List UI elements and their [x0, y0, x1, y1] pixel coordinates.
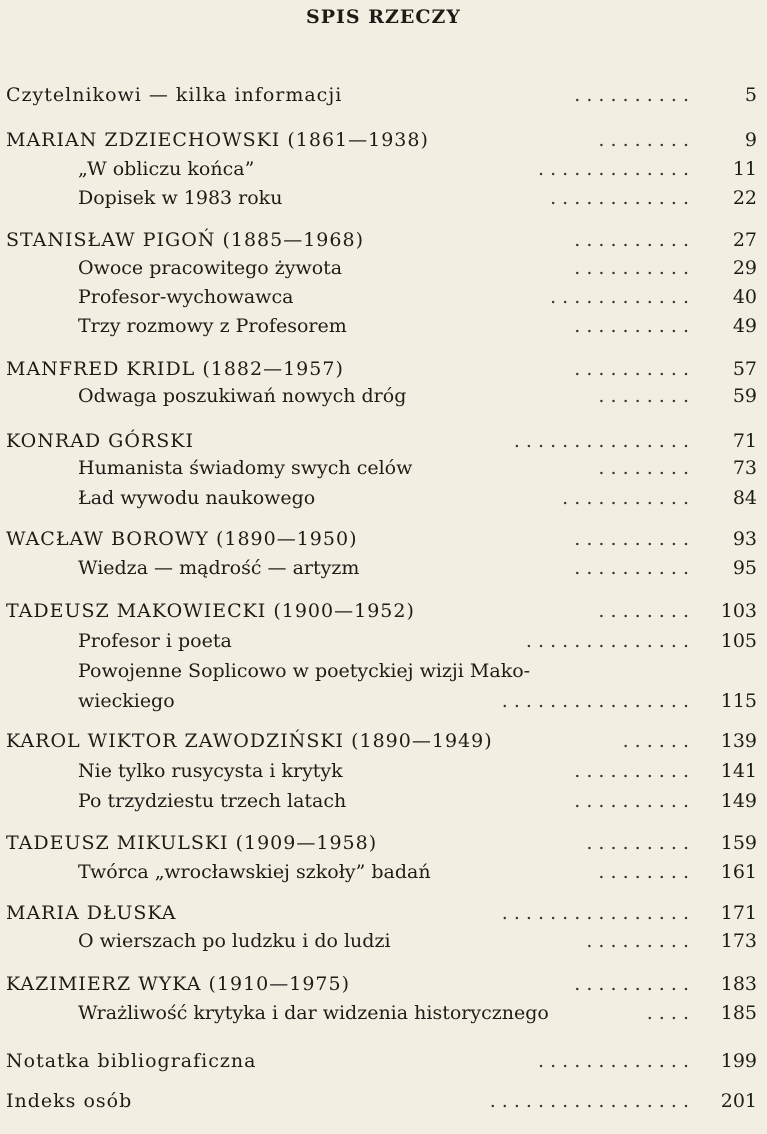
toc-entry	[0, 80, 767, 110]
toc-entry-page: 171	[720, 902, 757, 924]
toc-entry-page: 11	[732, 158, 757, 180]
leader-dots: . . . . . . . . . . . . .	[538, 1050, 689, 1072]
toc-entry-title: O wierszach po ludzku i do ludzi	[78, 930, 391, 952]
toc-entry-title: Owoce pracowitego żywota	[78, 257, 343, 279]
toc-entry-title: wieckiego	[78, 690, 175, 712]
leader-dots: . . . . . . . . . . . .	[550, 286, 689, 308]
leader-dots: . . . . . . . . . . . . . . . .	[501, 690, 689, 712]
toc-entry-page: 141	[720, 760, 757, 782]
leader-dots: . . . . . . . . . .	[574, 790, 689, 812]
toc-entry-page: 71	[732, 430, 757, 452]
toc-entry	[0, 828, 767, 858]
toc-entry-title: Profesor i poeta	[78, 630, 232, 652]
toc-entry-title: TADEUSZ MIKULSKI (1909—1958)	[6, 832, 378, 854]
toc-entry-page: 149	[720, 790, 757, 812]
leader-dots: . . . . . . . .	[598, 861, 689, 883]
toc-entry-page: 105	[720, 630, 757, 652]
leader-dots: . . . . . . . . . .	[574, 358, 689, 380]
toc-entry-page: 139	[720, 730, 757, 752]
toc-entry-page: 27	[732, 229, 757, 251]
toc-entry	[0, 1046, 767, 1076]
toc-entry-title: WACŁAW BOROWY (1890—1950)	[6, 528, 358, 550]
toc-entry-page: 199	[720, 1050, 757, 1072]
toc-entry-title: Wrażliwość krytyka i dar widzenia historycznego	[78, 1002, 549, 1024]
leader-dots: . . . . . . . . .	[586, 930, 689, 952]
leader-dots: . . . . . . . . . . . . . . . . .	[489, 1090, 689, 1112]
toc-entry-page: 73	[732, 457, 757, 479]
toc-entry-title: KAZIMIERZ WYKA (1910—1975)	[6, 973, 351, 995]
toc-entry-page: 161	[720, 861, 757, 883]
toc-entry	[0, 656, 767, 686]
page-title: SPIS RZECZY	[306, 6, 461, 28]
leader-dots: . . . .	[646, 1002, 689, 1024]
leader-dots: . . . . . . . . . . . .	[550, 187, 689, 209]
toc-entry-title: MARIAN ZDZIECHOWSKI (1861—1938)	[6, 129, 429, 151]
toc-entry-title: Odwaga poszukiwań nowych dróg	[78, 385, 407, 407]
toc-entry	[0, 354, 767, 384]
toc-entry-page: 185	[720, 1002, 757, 1024]
toc-entry	[0, 756, 767, 786]
leader-dots: . . . . . . . . . . . . . . . .	[501, 902, 689, 924]
toc-entry	[0, 596, 767, 626]
toc-entry-page: 59	[732, 385, 757, 407]
toc-entry-title: TADEUSZ MAKOWIECKI (1900—1952)	[6, 600, 415, 622]
toc-entry-page: 40	[732, 286, 757, 308]
toc-entry-title: KONRAD GÓRSKI	[6, 430, 194, 452]
toc-entry	[0, 453, 767, 483]
toc-entry	[0, 282, 767, 312]
toc-entry	[0, 426, 767, 456]
leader-dots: . . . . . . . .	[598, 457, 689, 479]
toc-entry	[0, 998, 767, 1028]
toc-entry-page: 22	[732, 187, 757, 209]
toc-entry	[0, 626, 767, 656]
toc-entry-page: 49	[732, 315, 757, 337]
toc-entry-title: Humanista świadomy swych celów	[78, 457, 413, 479]
toc-entry-page: 9	[744, 129, 757, 151]
toc-entry-page: 5	[744, 84, 757, 106]
leader-dots: . . . . . . . . . . . . . .	[525, 630, 689, 652]
leader-dots: . . . . . . . . . .	[574, 257, 689, 279]
leader-dots: . . . . . . . . . .	[574, 973, 689, 995]
leader-dots: . . . . . . . . . .	[574, 315, 689, 337]
leader-dots: . . . . . . . . . .	[574, 229, 689, 251]
toc-entry	[0, 926, 767, 956]
toc-entry	[0, 125, 767, 155]
leader-dots: . . . . . . . . .	[586, 832, 689, 854]
toc-entry	[0, 726, 767, 756]
toc-entry-title: „W obliczu końca”	[78, 158, 255, 180]
leader-dots: . . . . . . . . . . . . .	[538, 158, 689, 180]
toc-entry-title: Po trzydziestu trzech latach	[78, 790, 347, 812]
toc-entry-page: 95	[732, 557, 757, 579]
toc-entry-page: 84	[732, 487, 757, 509]
toc-entry-title: Trzy rozmowy z Profesorem	[78, 315, 347, 337]
toc-entry	[0, 686, 767, 716]
leader-dots: . . . . . . . . . .	[574, 760, 689, 782]
toc-entry	[0, 311, 767, 341]
toc-entry-title: Wiedza — mądrość — artyzm	[78, 557, 360, 579]
toc-entry-title: MANFRED KRIDL (1882—1957)	[6, 358, 344, 380]
leader-dots: . . . . . . . . . . .	[562, 487, 689, 509]
leader-dots: . . . . . . . . . .	[574, 528, 689, 550]
leader-dots: . . . . . . . .	[598, 600, 689, 622]
toc-entry	[0, 1086, 767, 1116]
toc-entry	[0, 898, 767, 928]
leader-dots: . . . . . .	[622, 730, 689, 752]
toc-entry-title: Twórca „wrocławskiej szkoły” badań	[78, 861, 431, 883]
toc-entry	[0, 381, 767, 411]
toc-entry-page: 103	[720, 600, 757, 622]
toc-entry-title: Indeks osób	[6, 1090, 133, 1112]
toc-entry	[0, 524, 767, 554]
toc-entry-page: 159	[720, 832, 757, 854]
toc-entry-title: Powojenne Soplicowo w poetyckiej wizji Mako-	[78, 660, 531, 682]
toc-entry-page: 183	[720, 973, 757, 995]
toc-entry-page: 201	[720, 1090, 757, 1112]
toc-entry-page: 93	[732, 528, 757, 550]
toc-entry	[0, 154, 767, 184]
toc-entry	[0, 183, 767, 213]
toc-entry-page: 57	[732, 358, 757, 380]
toc-entry	[0, 857, 767, 887]
toc-entry	[0, 553, 767, 583]
toc-entry-title: Notatka bibliograficzna	[6, 1050, 257, 1072]
toc-entry	[0, 483, 767, 513]
leader-dots: . . . . . . . .	[598, 129, 689, 151]
toc-entry-page: 115	[720, 690, 757, 712]
toc-entry-title: Ład wywodu naukowego	[78, 487, 316, 509]
toc-entry-title: Dopisek w 1983 roku	[78, 187, 283, 209]
toc-entry	[0, 225, 767, 255]
leader-dots: . . . . . . . . . .	[574, 557, 689, 579]
leader-dots: . . . . . . . .	[598, 385, 689, 407]
toc-entry-title: STANISŁAW PIGOŃ (1885—1968)	[6, 229, 364, 251]
toc-entry-title: KAROL WIKTOR ZAWODZIŃSKI (1890—1949)	[6, 730, 493, 752]
toc-entry-page: 29	[732, 257, 757, 279]
toc-entry-title: Nie tylko rusycysta i krytyk	[78, 760, 343, 782]
leader-dots: . . . . . . . . . . . . . . .	[513, 430, 689, 452]
toc-entry-title: MARIA DŁUSKA	[6, 902, 177, 924]
toc-entry-page: 173	[720, 930, 757, 952]
leader-dots: . . . . . . . . . .	[574, 84, 689, 106]
toc-entry	[0, 969, 767, 999]
toc-entry-title: Profesor-wychowawca	[78, 286, 294, 308]
toc-entry	[0, 253, 767, 283]
toc-entry-title: Czytelnikowi — kilka informacji	[6, 84, 343, 106]
toc-entry	[0, 786, 767, 816]
